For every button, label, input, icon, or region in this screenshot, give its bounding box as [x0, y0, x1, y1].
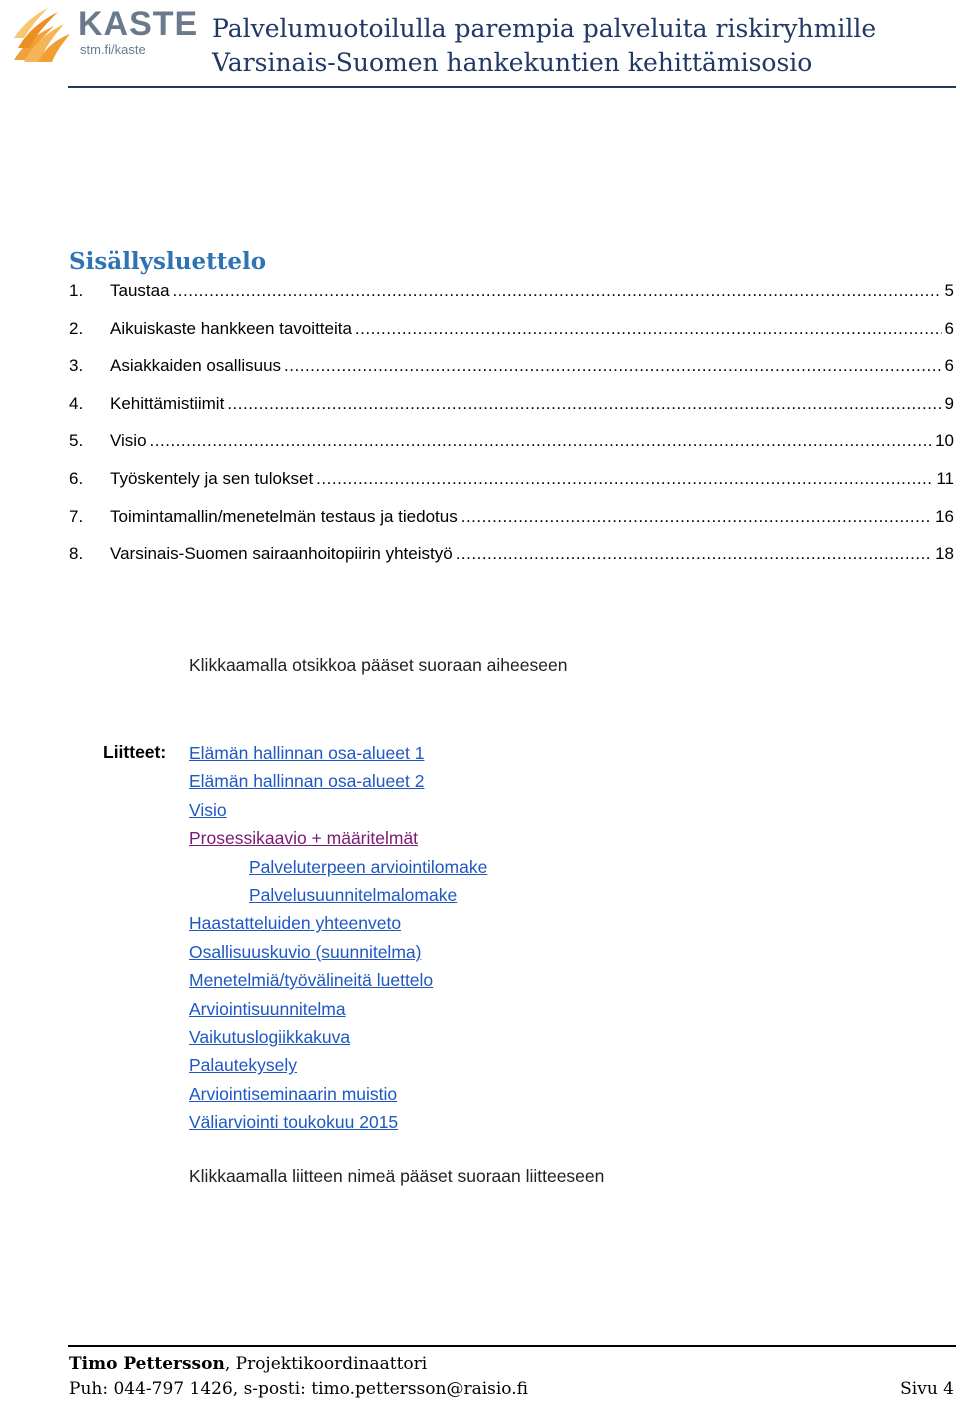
attachment-link[interactable]: Vaikutuslogiikkakuva: [189, 1026, 351, 1047]
toc-entry[interactable]: [69, 281, 954, 319]
toc-entry-page: 16: [935, 506, 954, 526]
attachments-label: Liitteet:: [103, 742, 167, 762]
logo-url: stm.fi/kaste: [80, 42, 146, 57]
toc-leader-dots: [456, 544, 932, 564]
toc-title: Sisällysluettelo: [69, 248, 267, 275]
toc-entry[interactable]: [69, 431, 954, 469]
toc-leader-dots: [150, 431, 933, 451]
kaste-logo: [10, 4, 200, 66]
footer-author: [69, 1352, 954, 1376]
attachment-link[interactable]: Väliarviointi toukokuu 2015: [189, 1112, 399, 1133]
toc-entry-number: 8.: [69, 544, 84, 564]
attachment-link[interactable]: Palautekysely: [189, 1055, 297, 1076]
footer-contact-row: [69, 1376, 954, 1402]
toc-entry-label[interactable]: Taustaa: [110, 281, 170, 300]
attachment-link[interactable]: Arviointiseminaarin muistio: [189, 1083, 398, 1104]
toc-leader-dots: [316, 469, 933, 489]
flame-logo-icon: [10, 4, 72, 66]
footer-contact: Puh: 044-797 1426, s-posti: timo.pettersson@raisio.fi: [69, 1379, 528, 1399]
footer-author-name: Timo Pettersson: [69, 1354, 225, 1374]
page-header: [0, 0, 960, 90]
header-divider: [68, 86, 956, 88]
footer-author-role: , Projektikoordinaattori: [224, 1354, 428, 1374]
toc-entry[interactable]: [69, 469, 954, 507]
attachment-link[interactable]: Haastatteluiden yhteenveto: [189, 913, 402, 934]
toc-entry-number: 6.: [69, 468, 84, 488]
page-footer: [69, 1352, 954, 1402]
attachment-link[interactable]: Visio: [189, 799, 227, 820]
toc-entry-number: 7.: [69, 506, 84, 526]
attachment-link[interactable]: Arviointisuunnitelma: [189, 998, 346, 1019]
attachment-sublink[interactable]: Palveluterpeen arviointilomake: [249, 856, 488, 877]
toc-entry-page: 18: [935, 544, 954, 564]
toc-leader-dots: [284, 356, 941, 376]
toc-entry-number: 2.: [69, 318, 84, 338]
toc-entry-page: 11: [936, 468, 954, 488]
toc-leader-dots: [227, 394, 941, 414]
toc-entry-label[interactable]: Varsinais-Suomen sairaanhoitopiirin yhteistyö: [110, 544, 453, 564]
toc-entry[interactable]: [69, 319, 954, 357]
toc-entry-page: 9: [944, 393, 954, 413]
toc-entry-page: 6: [944, 318, 954, 338]
toc-entry[interactable]: [69, 544, 954, 582]
attachment-link[interactable]: Menetelmiä/työvälineitä luettelo: [189, 970, 434, 991]
toc-entry-label[interactable]: Asiakkaiden osallisuus: [110, 356, 282, 376]
attachment-link[interactable]: Elämän hallinnan osa-alueet 1: [189, 743, 425, 763]
attachment-link[interactable]: Osallisuuskuvio (suunnitelma): [189, 941, 422, 962]
toc-entry-page: 10: [935, 431, 954, 451]
attachments-list: [189, 740, 889, 1137]
toc-entry-number: 5.: [69, 431, 84, 451]
header-title: [212, 12, 952, 80]
toc-entry[interactable]: [69, 507, 954, 545]
table-of-contents: [69, 281, 954, 582]
toc-entry-number: 1.: [69, 281, 84, 300]
toc-entry-label[interactable]: Kehittämistiimit: [110, 393, 225, 413]
footer-divider: [68, 1345, 956, 1347]
toc-entry-page: 5: [944, 281, 954, 300]
header-title-line1: Palvelumuotoilulla parempia palveluita riskiryhmille: [212, 14, 877, 43]
logo-wordmark: KASTE: [78, 5, 199, 43]
toc-entry-page: 6: [944, 356, 954, 376]
toc-entry-number: 3.: [69, 356, 84, 376]
toc-hint-text: Klikkaamalla otsikkoa pääset suoraan aiheeseen: [189, 655, 568, 675]
attachment-link-visited[interactable]: Prosessikaavio + määritelmät: [189, 828, 419, 849]
toc-entry-label[interactable]: Aikuiskaste hankkeen tavoitteita: [110, 318, 352, 338]
page-number: Sivu 4: [900, 1379, 954, 1399]
toc-entry[interactable]: [69, 356, 954, 394]
attachment-sublink[interactable]: Palvelusuunnitelmalomake: [249, 884, 458, 905]
toc-leader-dots: [355, 319, 942, 339]
toc-entry[interactable]: [69, 394, 954, 432]
header-title-line2: Varsinais-Suomen hankekuntien kehittämisosio: [212, 48, 813, 77]
attachments-hint-text: Klikkaamalla liitteen nimeä pääset suoraan liitteeseen: [189, 1166, 605, 1186]
toc-entry-number: 4.: [69, 393, 84, 413]
toc-entry-label[interactable]: Visio: [110, 431, 147, 451]
toc-leader-dots: [461, 507, 932, 527]
attachment-link[interactable]: Elämän hallinnan osa-alueet 2: [189, 771, 425, 792]
toc-entry-label[interactable]: Toimintamallin/menetelmän testaus ja tiedotus: [110, 506, 458, 526]
toc-leader-dots: [173, 281, 942, 301]
toc-entry-label[interactable]: Työskentely ja sen tulokset: [110, 468, 314, 488]
